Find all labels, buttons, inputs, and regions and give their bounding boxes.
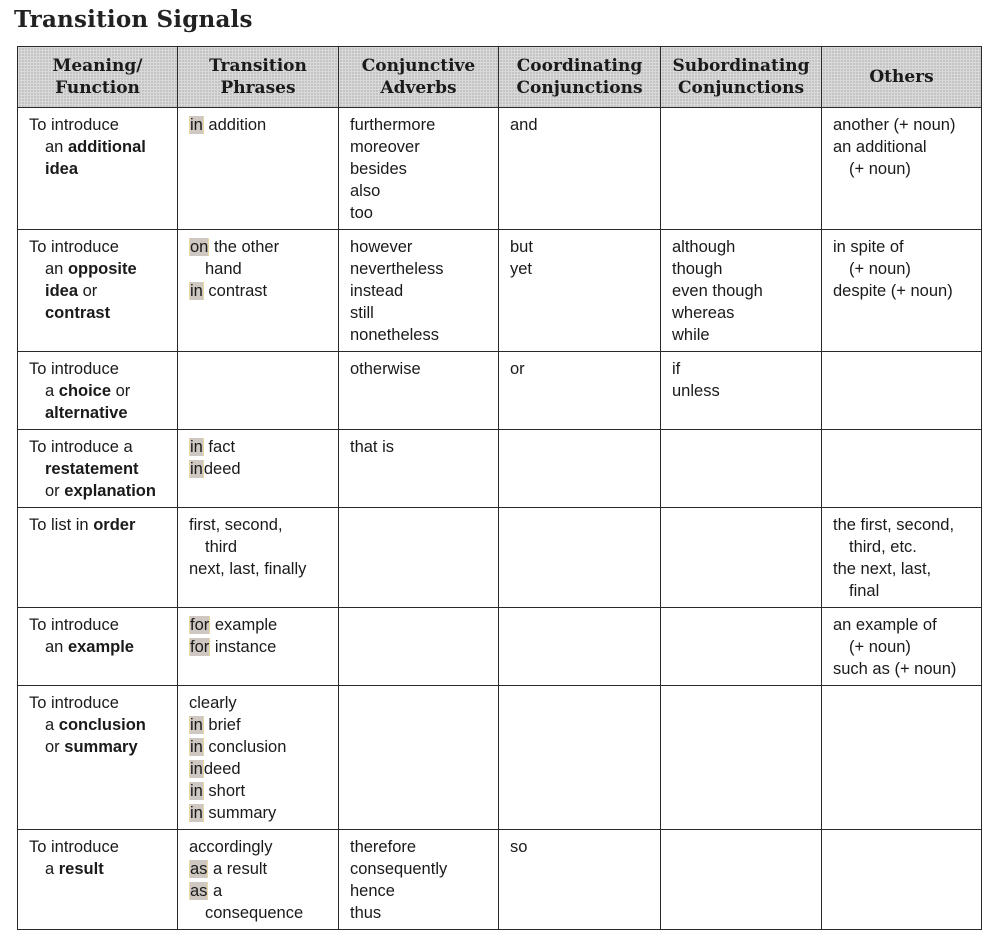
meaning-cell: To introduce a choice or alternative [18, 352, 178, 430]
meaning-cell: To list in order [18, 508, 178, 608]
others-cell: another (+ noun) an additional (+ noun) [822, 108, 982, 230]
subordinating-conjunctions-cell [661, 430, 822, 508]
table-row [18, 508, 982, 608]
subordinating-conjunctions-cell [661, 686, 822, 830]
transition-phrases-cell: for example for instance [178, 608, 339, 686]
coordinating-conjunctions-cell: and [499, 108, 661, 230]
others-cell [822, 352, 982, 430]
conjunctive-adverbs-cell: furthermore moreover besides also too [339, 108, 499, 230]
transition-phrases-cell: first, second, third next, last, finally [178, 508, 339, 608]
conjunctive-adverbs-cell [339, 686, 499, 830]
transition-phrases-cell [178, 352, 339, 430]
coordinating-conjunctions-cell [499, 608, 661, 686]
coordinating-conjunctions-cell: or [499, 352, 661, 430]
others-cell [822, 686, 982, 830]
conjunctive-adverbs-cell: therefore consequently hence thus [339, 830, 499, 930]
meaning-cell: To introduce a restatement or explanation [18, 430, 178, 508]
subordinating-conjunctions-cell [661, 608, 822, 686]
transition-signals-table [17, 46, 982, 930]
meaning-cell: To introduce a result [18, 830, 178, 930]
header-others: Others [822, 47, 982, 108]
subordinating-conjunctions-cell [661, 830, 822, 930]
table-row [18, 230, 982, 352]
others-cell [822, 430, 982, 508]
table-row [18, 352, 982, 430]
transition-phrases-cell: clearly in brief in conclusion indeed in short in summary [178, 686, 339, 830]
header-conjunctive-adverbs: Conjunctive Adverbs [339, 47, 499, 108]
meaning-cell: To introduce a conclusion or summary [18, 686, 178, 830]
subordinating-conjunctions-cell: although though even though whereas while [661, 230, 822, 352]
others-cell: an example of (+ noun) such as (+ noun) [822, 608, 982, 686]
transition-phrases-cell: in addition [178, 108, 339, 230]
header-coordinating-conjunctions: Coordinating Conjunctions [499, 47, 661, 108]
transition-phrases-cell: in fact indeed [178, 430, 339, 508]
coordinating-conjunctions-cell [499, 686, 661, 830]
others-cell [822, 830, 982, 930]
table-row [18, 830, 982, 930]
page-title: Transition Signals [14, 6, 253, 33]
others-cell: the first, second, third, etc. the next, last, final [822, 508, 982, 608]
meaning-cell: To introduce an example [18, 608, 178, 686]
coordinating-conjunctions-cell [499, 508, 661, 608]
conjunctive-adverbs-cell [339, 508, 499, 608]
coordinating-conjunctions-cell: so [499, 830, 661, 930]
table-row [18, 430, 982, 508]
coordinating-conjunctions-cell [499, 430, 661, 508]
subordinating-conjunctions-cell [661, 108, 822, 230]
header-subordinating-conjunctions: Subordinating Conjunctions [661, 47, 822, 108]
table-row [18, 608, 982, 686]
transition-phrases-cell: on the other hand in contrast [178, 230, 339, 352]
conjunctive-adverbs-cell: that is [339, 430, 499, 508]
header-row [18, 47, 982, 108]
coordinating-conjunctions-cell: but yet [499, 230, 661, 352]
subordinating-conjunctions-cell: if unless [661, 352, 822, 430]
meaning-cell: To introduce an opposite idea or contrast [18, 230, 178, 352]
conjunctive-adverbs-cell: otherwise [339, 352, 499, 430]
table-row [18, 686, 982, 830]
subordinating-conjunctions-cell [661, 508, 822, 608]
conjunctive-adverbs-cell: however nevertheless instead still nonetheless [339, 230, 499, 352]
header-transition-phrases: Transition Phrases [178, 47, 339, 108]
header-meaning-function: Meaning/ Function [18, 47, 178, 108]
others-cell: in spite of (+ noun) despite (+ noun) [822, 230, 982, 352]
meaning-cell: To introduce an additional idea [18, 108, 178, 230]
conjunctive-adverbs-cell [339, 608, 499, 686]
table-row [18, 108, 982, 230]
transition-phrases-cell: accordingly as a result as a consequence [178, 830, 339, 930]
